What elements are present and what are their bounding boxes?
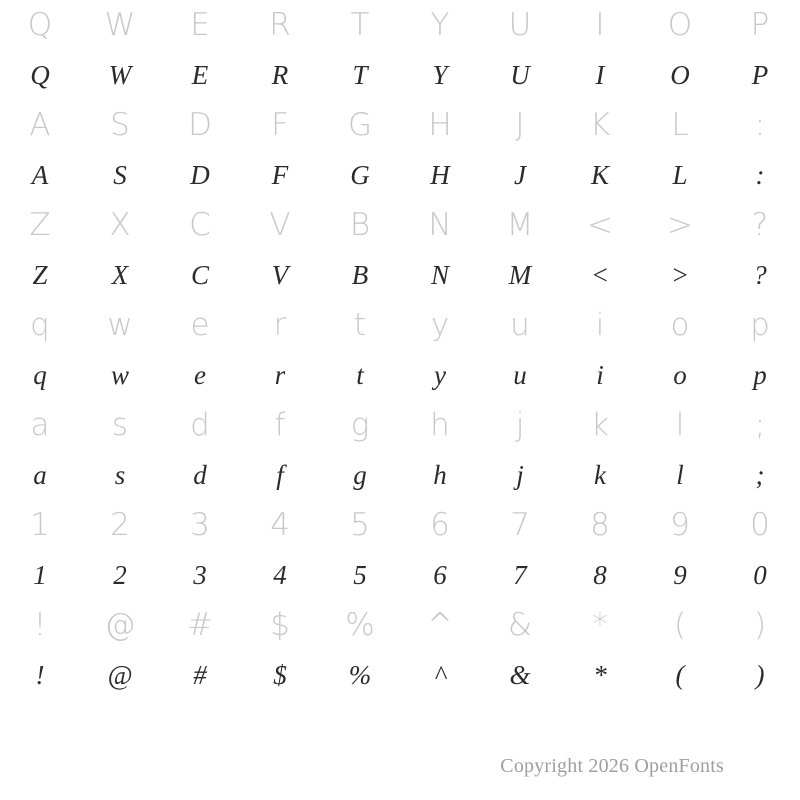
- glyph-row-pair: [0, 200, 800, 300]
- glyph-row-render: [0, 650, 800, 700]
- glyph-cell: u: [513, 359, 527, 390]
- glyph-cell: @: [107, 659, 133, 690]
- glyph-row-render: [0, 450, 800, 500]
- copyright-notice: Copyright 2026 OpenFonts: [500, 755, 724, 777]
- glyph-cell: p: [753, 359, 767, 390]
- glyph-cell: p: [750, 306, 770, 343]
- glyph-cell: 8: [590, 506, 610, 543]
- glyph-cell: 0: [750, 506, 770, 543]
- glyph-cell: &: [507, 606, 533, 643]
- glyph-cell: $: [270, 606, 290, 643]
- glyph-cell: G: [347, 106, 373, 143]
- glyph-cell: L: [671, 106, 689, 143]
- glyph-row-sample: [0, 400, 800, 450]
- glyph-cell: w: [107, 306, 133, 343]
- glyph-cell: 5: [350, 506, 370, 543]
- glyph-cell: D: [188, 106, 212, 143]
- glyph-cell: E: [191, 59, 209, 90]
- glyph-cell: ^: [427, 606, 453, 643]
- glyph-cell: W: [108, 59, 132, 90]
- glyph-cell: C: [190, 259, 209, 290]
- glyph-cell: J: [515, 106, 525, 143]
- glyph-cell: l: [675, 406, 685, 443]
- glyph-cell: I: [595, 59, 605, 90]
- glyph-cell: a: [30, 406, 50, 443]
- glyph-cell: A: [31, 159, 49, 190]
- glyph-cell: *: [592, 606, 608, 643]
- glyph-cell: ?: [751, 206, 769, 243]
- glyph-cell: #: [187, 606, 213, 643]
- glyph-cell: r: [274, 359, 286, 390]
- glyph-cell: f: [274, 406, 286, 443]
- glyph-cell: R: [271, 59, 289, 90]
- glyph-cell: 1: [30, 506, 50, 543]
- glyph-cell: !: [33, 606, 47, 643]
- glyph-cell: Y: [430, 6, 450, 43]
- glyph-cell: N: [428, 206, 452, 243]
- glyph-cell: X: [109, 206, 131, 243]
- glyph-cell: :: [755, 159, 765, 190]
- glyph-cell: 7: [510, 506, 530, 543]
- glyph-cell: Q: [27, 6, 53, 43]
- glyph-row-pair: [0, 300, 800, 400]
- glyph-cell: 3: [193, 559, 207, 590]
- glyph-row-pair: [0, 0, 800, 100]
- glyph-cell: i: [596, 359, 604, 390]
- glyph-cell: Q: [30, 59, 50, 90]
- glyph-cell: O: [670, 59, 690, 90]
- glyph-cell: k: [594, 459, 606, 490]
- glyph-row-pair: [0, 500, 800, 600]
- glyph-cell: P: [750, 6, 770, 43]
- glyph-cell: 9: [670, 506, 690, 543]
- glyph-cell: E: [190, 6, 210, 43]
- glyph-cell: :: [754, 106, 766, 143]
- glyph-cell: M: [506, 206, 534, 243]
- glyph-row-sample: [0, 200, 800, 250]
- glyph-cell: j: [516, 459, 524, 490]
- glyph-cell: *: [593, 659, 607, 690]
- glyph-cell: F: [271, 106, 289, 143]
- glyph-cell: M: [508, 259, 532, 290]
- glyph-cell: 0: [753, 559, 767, 590]
- glyph-cell: t: [353, 306, 367, 343]
- glyph-row-pair: [0, 600, 800, 700]
- glyph-cell: %: [345, 606, 375, 643]
- glyph-row-sample: [0, 100, 800, 150]
- glyph-row-sample: [0, 500, 800, 550]
- glyph-cell: Y: [432, 59, 448, 90]
- glyph-cell: 1: [33, 559, 47, 590]
- glyph-cell: o: [670, 306, 690, 343]
- glyph-cell: C: [189, 206, 211, 243]
- glyph-cell: i: [595, 306, 605, 343]
- glyph-cell: >: [667, 206, 693, 243]
- glyph-cell: ?: [753, 259, 767, 290]
- glyph-cell: (: [673, 606, 687, 643]
- glyph-cell: q: [30, 306, 50, 343]
- glyph-cell: T: [350, 6, 370, 43]
- glyph-cell: g: [350, 406, 370, 443]
- glyph-cell: h: [430, 406, 450, 443]
- glyph-cell: ): [753, 606, 767, 643]
- glyph-cell: W: [104, 6, 136, 43]
- glyph-cell: %: [348, 659, 372, 690]
- glyph-cell: 5: [353, 559, 367, 590]
- glyph-cell: o: [673, 359, 687, 390]
- glyph-row-sample: [0, 300, 800, 350]
- glyph-cell: &: [509, 659, 531, 690]
- glyph-row-pair: [0, 400, 800, 500]
- glyph-cell: q: [33, 359, 47, 390]
- glyph-cell: 6: [430, 506, 450, 543]
- glyph-cell: 3: [190, 506, 210, 543]
- glyph-cell: l: [676, 459, 684, 490]
- glyph-cell: 4: [270, 506, 290, 543]
- glyph-cell: e: [190, 306, 210, 343]
- glyph-cell: T: [352, 59, 368, 90]
- glyph-cell: e: [194, 359, 206, 390]
- glyph-cell: ;: [754, 406, 766, 443]
- glyph-cell: @: [104, 606, 136, 643]
- glyph-cell: ^: [434, 659, 446, 690]
- glyph-cell: X: [111, 259, 129, 290]
- glyph-cell: $: [273, 659, 287, 690]
- glyph-cell: (: [675, 659, 685, 690]
- glyph-row-sample: [0, 600, 800, 650]
- glyph-cell: g: [353, 459, 367, 490]
- glyph-cell: J: [514, 159, 526, 190]
- glyph-cell: 6: [433, 559, 447, 590]
- glyph-cell: G: [350, 159, 370, 190]
- glyph-row-render: [0, 150, 800, 200]
- glyph-cell: L: [672, 159, 688, 190]
- glyph-cell: <: [590, 259, 610, 290]
- glyph-cell: k: [591, 406, 609, 443]
- glyph-row-sample: [0, 0, 800, 50]
- glyph-cell: S: [110, 106, 130, 143]
- glyph-row-render: [0, 250, 800, 300]
- glyph-cell: #: [193, 659, 207, 690]
- glyph-cell: 2: [110, 506, 130, 543]
- glyph-cell: s: [111, 406, 129, 443]
- glyph-cell: N: [430, 259, 449, 290]
- glyph-cell: A: [29, 106, 51, 143]
- glyph-cell: j: [515, 406, 525, 443]
- glyph-cell: 9: [673, 559, 687, 590]
- glyph-cell: 7: [513, 559, 527, 590]
- glyph-row-render: [0, 350, 800, 400]
- glyph-cell: S: [113, 159, 127, 190]
- glyph-cell: h: [433, 459, 447, 490]
- glyph-cell: >: [670, 259, 690, 290]
- glyph-cell: y: [430, 306, 450, 343]
- glyph-cell: B: [349, 206, 371, 243]
- glyph-cell: <: [587, 206, 613, 243]
- glyph-cell: K: [590, 159, 609, 190]
- glyph-cell: V: [269, 206, 291, 243]
- glyph-cell: V: [271, 259, 289, 290]
- glyph-cell: P: [751, 59, 769, 90]
- glyph-cell: U: [510, 59, 530, 90]
- glyph-cell: 4: [273, 559, 287, 590]
- glyph-cell: O: [667, 6, 693, 43]
- glyph-cell: u: [510, 306, 530, 343]
- glyph-cell: I: [595, 6, 605, 43]
- glyph-cell: t: [356, 359, 364, 390]
- glyph-cell: s: [114, 459, 126, 490]
- glyph-cell: K: [589, 106, 611, 143]
- glyph-cell: d: [193, 459, 207, 490]
- glyph-cell: w: [110, 359, 129, 390]
- glyph-cell: Z: [29, 206, 51, 243]
- glyph-cell: d: [190, 406, 210, 443]
- glyph-cell: !: [35, 659, 45, 690]
- glyph-cell: r: [273, 306, 287, 343]
- glyph-cell: F: [271, 159, 289, 190]
- glyph-cell: D: [190, 159, 210, 190]
- glyph-cell: 2: [113, 559, 127, 590]
- glyph-cell: U: [508, 6, 532, 43]
- glyph-row-pair: [0, 100, 800, 200]
- glyph-cell: ): [755, 659, 765, 690]
- glyph-cell: 8: [593, 559, 607, 590]
- glyph-cell: H: [430, 159, 450, 190]
- glyph-row-render: [0, 550, 800, 600]
- glyph-cell: B: [351, 259, 369, 290]
- glyph-cell: y: [434, 359, 446, 390]
- glyph-cell: Z: [32, 259, 48, 290]
- glyph-cell: f: [276, 459, 284, 490]
- glyph-cell: ;: [755, 459, 765, 490]
- glyph-cell: a: [33, 459, 47, 490]
- glyph-cell: R: [269, 6, 291, 43]
- glyph-cell: H: [428, 106, 452, 143]
- glyph-row-render: [0, 50, 800, 100]
